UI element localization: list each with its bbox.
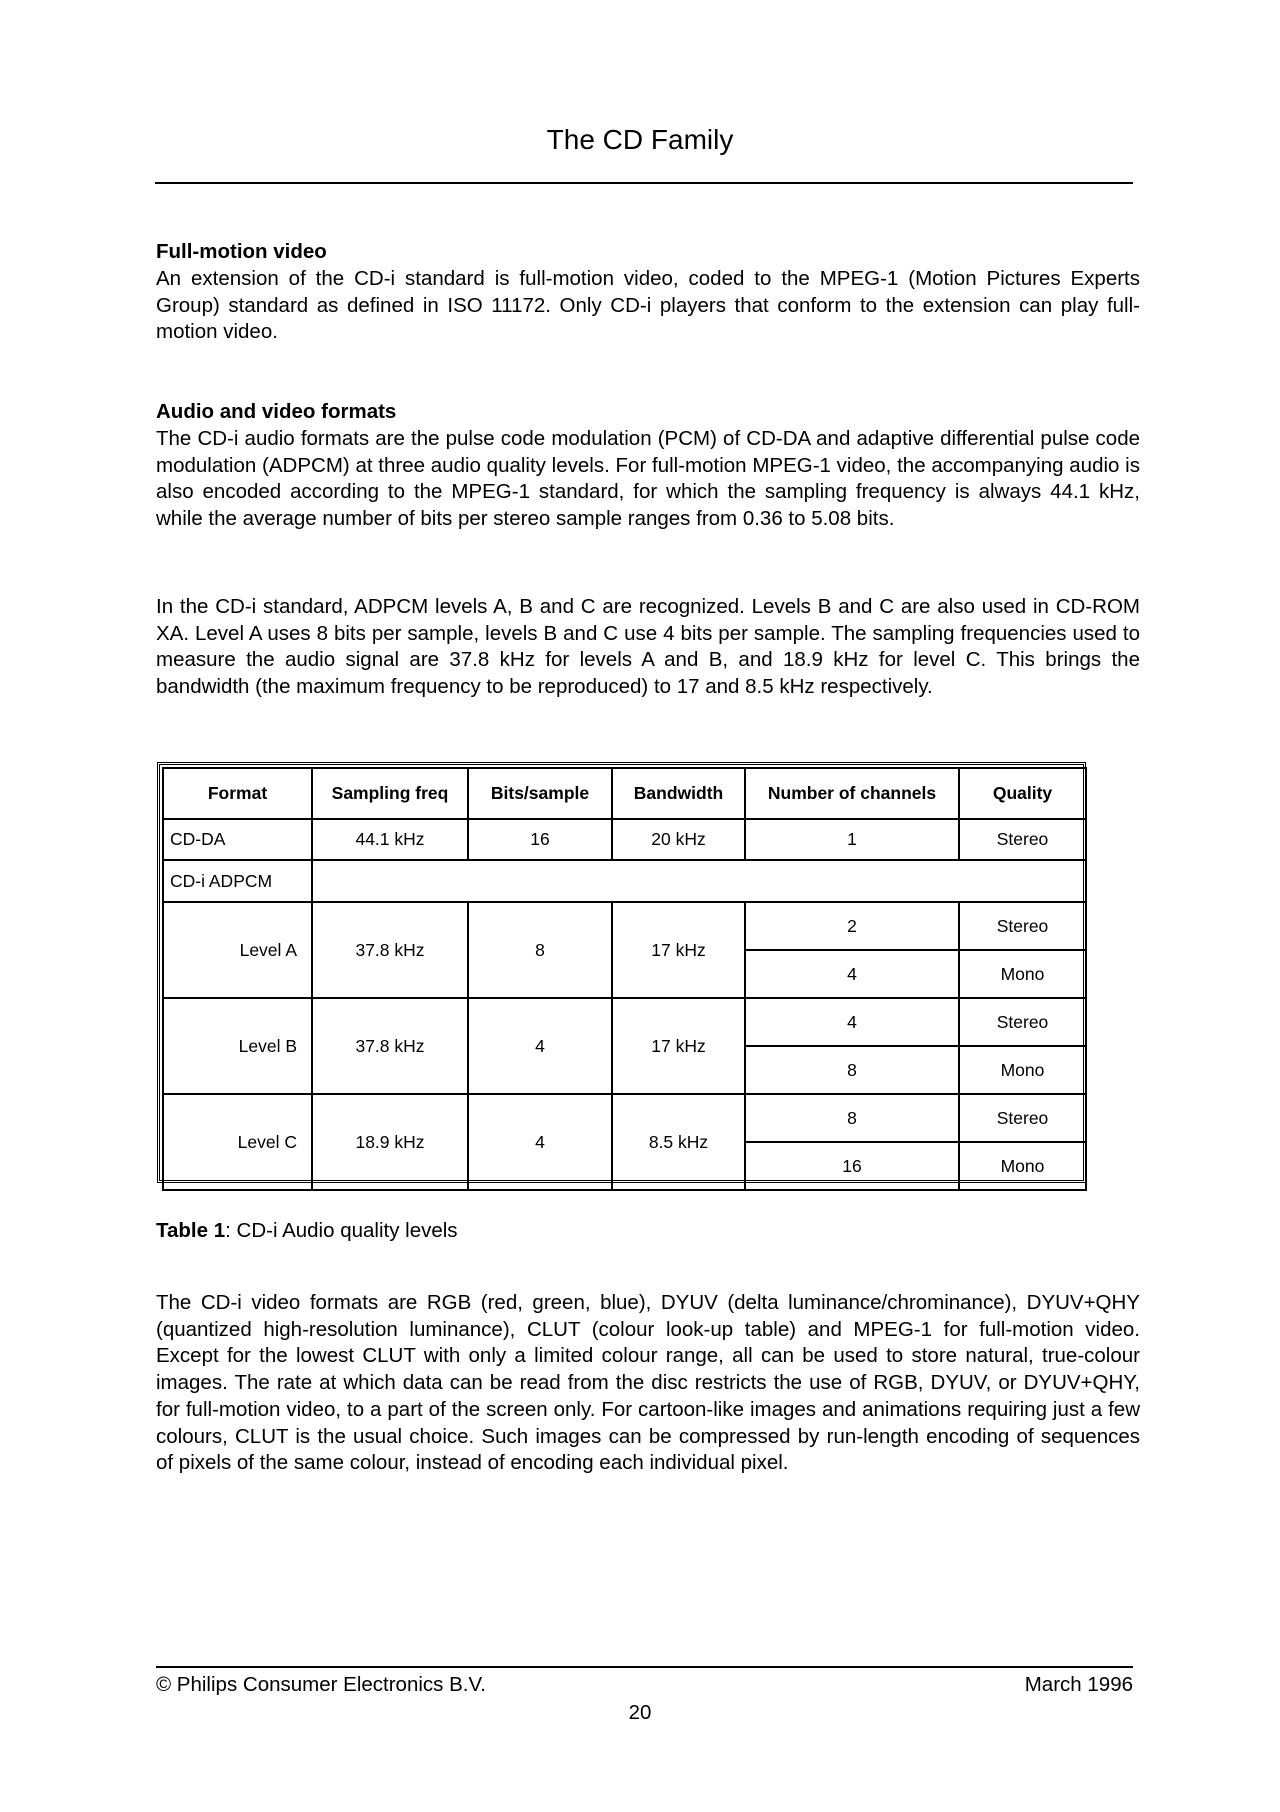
- header-divider: [155, 182, 1133, 184]
- cell-bits: 4: [468, 998, 612, 1094]
- cell-sampling: 44.1 kHz: [312, 819, 468, 860]
- table-header-row: [163, 768, 1086, 819]
- cell-bandwidth: 17 kHz: [612, 998, 745, 1094]
- table-caption: [156, 1218, 458, 1244]
- audio-quality-table: [157, 762, 1086, 1183]
- cell-quality: Stereo: [959, 819, 1086, 860]
- cell-quality: Stereo: [959, 902, 1086, 950]
- footer-divider: [156, 1666, 1133, 1668]
- column-header: Sampling freq: [312, 768, 468, 819]
- page-header-title: The CD Family: [546, 124, 734, 155]
- table-row: [163, 998, 1086, 1046]
- paragraph-full-motion-video: An extension of the CD-i standard is full-motion video, coded to the MPEG-1 (Motion Pictures Experts Group) standard as defined in ISO 11172. Only CD-i players that conform to the extension can play full-motion video.: [156, 267, 1140, 344]
- cell-sampling: 37.8 kHz: [312, 998, 468, 1094]
- cell-group-label: CD-i ADPCM: [163, 860, 312, 902]
- cell-bandwidth: 8.5 kHz: [612, 1094, 745, 1190]
- table-caption-label: Table 1: [156, 1219, 226, 1242]
- cell-format: Level C: [163, 1094, 312, 1190]
- cell-quality: Mono: [959, 1046, 1086, 1094]
- cell-quality: Mono: [959, 950, 1086, 998]
- cell-channels: 16: [745, 1142, 959, 1190]
- cell-sampling: 37.8 kHz: [312, 902, 468, 998]
- cell-quality: Mono: [959, 1142, 1086, 1190]
- column-header: Bits/sample: [468, 768, 612, 819]
- table-row: [163, 819, 1086, 860]
- table-row: [163, 902, 1086, 950]
- column-header: Quality: [959, 768, 1086, 819]
- cell-channels: 8: [745, 1046, 959, 1094]
- column-header: Number of channels: [745, 768, 959, 819]
- footer-date: March 1996: [1024, 1673, 1133, 1696]
- cell-channels: 8: [745, 1094, 959, 1142]
- table-caption-text: : CD-i Audio quality levels: [225, 1219, 458, 1242]
- cell-bits: 8: [468, 902, 612, 998]
- cell-channels: 4: [745, 950, 959, 998]
- cell-channels: 4: [745, 998, 959, 1046]
- paragraph-audio-formats: The CD-i audio formats are the pulse code modulation (PCM) of CD-DA and adaptive differential pulse code modulation (ADPCM) at three audio quality levels. For full-motion MPEG-1 video, the accompanying audio is also encoded according to the MPEG-1 standard, for which the sampling frequency is always 44.1 kHz, while the average number of bits per stereo sample ranges from 0.36 to 5.08 bits.: [156, 427, 1140, 531]
- cell-quality: Stereo: [959, 998, 1086, 1046]
- cell-bits: 4: [468, 1094, 612, 1190]
- cell-bandwidth: 17 kHz: [612, 902, 745, 998]
- cell-sampling: 18.9 kHz: [312, 1094, 468, 1190]
- section-heading-audio-video-formats: Audio and video formats: [156, 400, 397, 423]
- page-number: 20: [628, 1701, 652, 1724]
- column-header: Format: [163, 768, 312, 819]
- cell-bits: 16: [468, 819, 612, 860]
- footer-copyright: © Philips Consumer Electronics B.V.: [156, 1673, 486, 1696]
- paragraph-adpcm-levels: In the CD-i standard, ADPCM levels A, B and C are recognized. Levels B and C are also used in CD-ROM XA. Level A uses 8 bits per sample, levels B and C use 4 bits per sample. The sampling frequencies used to measure the audio signal are 37.8 kHz for levels A and B, and 18.9 kHz for level C. This brings the bandwidth (the maximum frequency to be reproduced) to 17 and 8.5 kHz respectively.: [156, 595, 1140, 699]
- paragraph-video-formats: The CD-i video formats are RGB (red, green, blue), DYUV (delta luminance/chrominance), DYUV+QHY (quantized high-resolution luminance), CLUT (colour look-up table) and MPEG-1 for full-motion video. Except for the lowest CLUT with only a limited colour range, all can be used to store natural, true-colour images. The rate at which data can be read from the disc restricts the use of RGB, DYUV, or DYUV+QHY, for full-motion video, to a part of the screen only. For cartoon-like images and animations requiring just a few colours, CLUT is the usual choice. Such images can be compressed by run-length encoding of sequences of pixels of the same colour, instead of encoding each individual pixel.: [156, 1291, 1140, 1475]
- table-group-row: [163, 860, 1086, 902]
- column-header: Bandwidth: [612, 768, 745, 819]
- cell-channels: 1: [745, 819, 959, 860]
- audio-quality-table-grid: [162, 767, 1087, 1191]
- cell-empty: [312, 860, 1086, 902]
- cell-format: Level B: [163, 998, 312, 1094]
- table-row: [163, 1094, 1086, 1142]
- cell-format: CD-DA: [163, 819, 312, 860]
- cell-format: Level A: [163, 902, 312, 998]
- cell-quality: Stereo: [959, 1094, 1086, 1142]
- cell-bandwidth: 20 kHz: [612, 819, 745, 860]
- section-heading-full-motion-video: Full-motion video: [156, 240, 327, 263]
- cell-channels: 2: [745, 902, 959, 950]
